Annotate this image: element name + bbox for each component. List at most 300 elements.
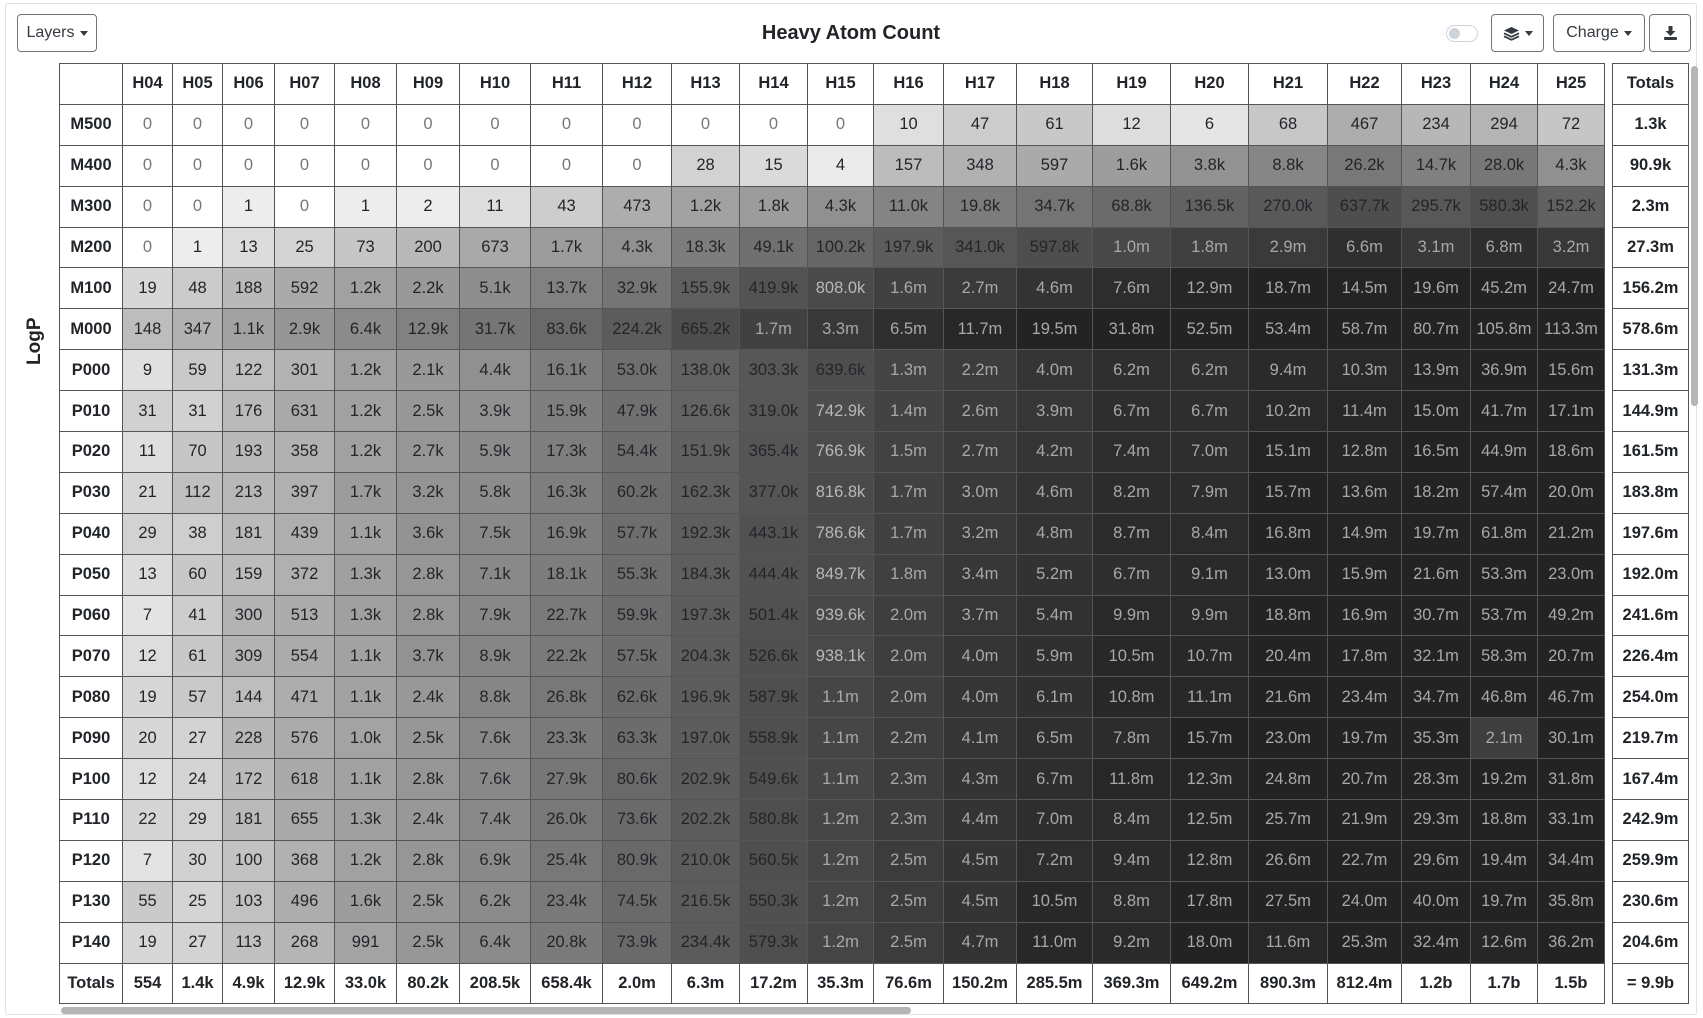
heatmap-cell[interactable]: 59.9k bbox=[603, 595, 672, 636]
heatmap-cell[interactable]: 7.8m bbox=[1093, 718, 1171, 759]
heatmap-cell[interactable]: 22 bbox=[123, 800, 173, 841]
heatmap-cell[interactable]: 8.8k bbox=[1249, 145, 1328, 186]
heatmap-cell[interactable]: 103 bbox=[223, 881, 275, 922]
heatmap-cell[interactable]: 30.1m bbox=[1538, 718, 1605, 759]
heatmap-cell[interactable]: 11.6m bbox=[1249, 922, 1328, 963]
heatmap-cell[interactable]: 6.5m bbox=[1017, 718, 1093, 759]
heatmap-cell[interactable]: 27.9k bbox=[531, 759, 603, 800]
heatmap-cell[interactable]: 34.7m bbox=[1402, 677, 1471, 718]
heatmap-cell[interactable]: 560.5k bbox=[740, 840, 808, 881]
heatmap-cell[interactable]: 12.8m bbox=[1328, 432, 1402, 473]
heatmap-cell[interactable]: 59 bbox=[173, 350, 223, 391]
heatmap-cell[interactable]: 24.0m bbox=[1328, 881, 1402, 922]
heatmap-cell[interactable]: 3.7k bbox=[397, 636, 460, 677]
heatmap-cell[interactable]: 358 bbox=[275, 432, 335, 473]
heatmap-cell[interactable]: 10.8m bbox=[1093, 677, 1171, 718]
heatmap-cell[interactable]: 341.0k bbox=[944, 227, 1017, 268]
heatmap-cell[interactable]: 18.6m bbox=[1538, 432, 1605, 473]
heatmap-cell[interactable]: 184.3k bbox=[672, 554, 740, 595]
heatmap-cell[interactable]: 8.4m bbox=[1171, 513, 1249, 554]
heatmap-cell[interactable]: 58.3m bbox=[1471, 636, 1538, 677]
heatmap-cell[interactable]: 0 bbox=[173, 104, 223, 145]
heatmap-cell[interactable]: 1.7m bbox=[874, 472, 944, 513]
heatmap-cell[interactable]: 849.7k bbox=[808, 554, 874, 595]
heatmap-cell[interactable]: 0 bbox=[531, 145, 603, 186]
horizontal-scrollbar[interactable] bbox=[56, 1007, 1686, 1015]
heatmap-cell[interactable]: 4.3k bbox=[808, 186, 874, 227]
heatmap-cell[interactable]: 193 bbox=[223, 432, 275, 473]
heatmap-cell[interactable]: 13.0m bbox=[1249, 554, 1328, 595]
heatmap-cell[interactable]: 80.6k bbox=[603, 759, 672, 800]
heatmap-cell[interactable]: 2.5m bbox=[874, 840, 944, 881]
heatmap-cell[interactable]: 2.5k bbox=[397, 718, 460, 759]
heatmap-cell[interactable]: 7.2m bbox=[1017, 840, 1093, 881]
heatmap-cell[interactable]: 10.5m bbox=[1017, 881, 1093, 922]
heatmap-cell[interactable]: 8.7m bbox=[1093, 513, 1171, 554]
heatmap-cell[interactable]: 0 bbox=[123, 227, 173, 268]
heatmap-cell[interactable]: 597.8k bbox=[1017, 227, 1093, 268]
heatmap-cell[interactable]: 17.1m bbox=[1538, 391, 1605, 432]
heatmap-cell[interactable]: 2.8k bbox=[397, 595, 460, 636]
heatmap-cell[interactable]: 52.5m bbox=[1171, 309, 1249, 350]
heatmap-cell[interactable]: 1.8k bbox=[740, 186, 808, 227]
heatmap-cell[interactable]: 637.7k bbox=[1328, 186, 1402, 227]
heatmap-cell[interactable]: 9.4m bbox=[1093, 840, 1171, 881]
heatmap-cell[interactable]: 20.7m bbox=[1538, 636, 1605, 677]
horizontal-scrollbar-thumb[interactable] bbox=[61, 1007, 911, 1014]
heatmap-cell[interactable]: 576 bbox=[275, 718, 335, 759]
heatmap-cell[interactable]: 30 bbox=[173, 840, 223, 881]
heatmap-cell[interactable]: 12 bbox=[123, 759, 173, 800]
heatmap-cell[interactable]: 0 bbox=[740, 104, 808, 145]
heatmap-cell[interactable]: 3.3m bbox=[808, 309, 874, 350]
heatmap-cell[interactable]: 57 bbox=[173, 677, 223, 718]
heatmap-cell[interactable]: 35.8m bbox=[1538, 881, 1605, 922]
heatmap-cell[interactable]: 513 bbox=[275, 595, 335, 636]
heatmap-cell[interactable]: 29 bbox=[173, 800, 223, 841]
heatmap-cell[interactable]: 60 bbox=[173, 554, 223, 595]
heatmap-cell[interactable]: 5.4m bbox=[1017, 595, 1093, 636]
heatmap-cell[interactable]: 3.8k bbox=[1171, 145, 1249, 186]
heatmap-cell[interactable]: 18.1k bbox=[531, 554, 603, 595]
heatmap-cell[interactable]: 197.3k bbox=[672, 595, 740, 636]
heatmap-cell[interactable]: 348 bbox=[944, 145, 1017, 186]
heatmap-cell[interactable]: 172 bbox=[223, 759, 275, 800]
heatmap-cell[interactable]: 19.7m bbox=[1471, 881, 1538, 922]
heatmap-cell[interactable]: 6.7m bbox=[1093, 391, 1171, 432]
heatmap-cell[interactable]: 19.6m bbox=[1402, 268, 1471, 309]
heatmap-cell[interactable]: 113.3m bbox=[1538, 309, 1605, 350]
heatmap-cell[interactable]: 1.2m bbox=[808, 881, 874, 922]
heatmap-cell[interactable]: 7.9m bbox=[1171, 472, 1249, 513]
heatmap-cell[interactable]: 6.8m bbox=[1471, 227, 1538, 268]
heatmap-cell[interactable]: 138.0k bbox=[672, 350, 740, 391]
heatmap-cell[interactable]: 48 bbox=[173, 268, 223, 309]
heatmap-cell[interactable]: 144 bbox=[223, 677, 275, 718]
heatmap-cell[interactable]: 159 bbox=[223, 554, 275, 595]
heatmap-cell[interactable]: 4.5m bbox=[944, 881, 1017, 922]
vertical-scrollbar-thumb[interactable] bbox=[1691, 66, 1698, 406]
heatmap-cell[interactable]: 579.3k bbox=[740, 922, 808, 963]
heatmap-cell[interactable]: 5.9k bbox=[460, 432, 531, 473]
heatmap-cell[interactable]: 4.1m bbox=[944, 718, 1017, 759]
heatmap-cell[interactable]: 0 bbox=[397, 145, 460, 186]
toggle-switch[interactable] bbox=[1446, 25, 1478, 42]
heatmap-cell[interactable]: 19.8k bbox=[944, 186, 1017, 227]
heatmap-cell[interactable]: 2.3m bbox=[874, 800, 944, 841]
heatmap-cell[interactable]: 18.2m bbox=[1402, 472, 1471, 513]
heatmap-cell[interactable]: 1.3k bbox=[335, 554, 397, 595]
heatmap-cell[interactable]: 655 bbox=[275, 800, 335, 841]
heatmap-cell[interactable]: 7.9k bbox=[460, 595, 531, 636]
heatmap-cell[interactable]: 0 bbox=[123, 104, 173, 145]
heatmap-cell[interactable]: 61.8m bbox=[1471, 513, 1538, 554]
heatmap-cell[interactable]: 0 bbox=[223, 104, 275, 145]
heatmap-cell[interactable]: 25 bbox=[275, 227, 335, 268]
heatmap-cell[interactable]: 24.7m bbox=[1538, 268, 1605, 309]
heatmap-cell[interactable]: 365.4k bbox=[740, 432, 808, 473]
heatmap-cell[interactable]: 80.7m bbox=[1402, 309, 1471, 350]
heatmap-cell[interactable]: 11.0k bbox=[874, 186, 944, 227]
heatmap-cell[interactable]: 234.4k bbox=[672, 922, 740, 963]
heatmap-cell[interactable]: 3.9m bbox=[1017, 391, 1093, 432]
heatmap-cell[interactable]: 188 bbox=[223, 268, 275, 309]
heatmap-cell[interactable]: 30.7m bbox=[1402, 595, 1471, 636]
heatmap-cell[interactable]: 2.8k bbox=[397, 554, 460, 595]
heatmap-cell[interactable]: 26.6m bbox=[1249, 840, 1328, 881]
heatmap-cell[interactable]: 18.8m bbox=[1249, 595, 1328, 636]
heatmap-cell[interactable]: 20.4m bbox=[1249, 636, 1328, 677]
heatmap-cell[interactable]: 0 bbox=[531, 104, 603, 145]
heatmap-cell[interactable]: 2.8k bbox=[397, 759, 460, 800]
heatmap-cell[interactable]: 23.0m bbox=[1249, 718, 1328, 759]
heatmap-cell[interactable]: 0 bbox=[223, 145, 275, 186]
heatmap-cell[interactable]: 2.1k bbox=[397, 350, 460, 391]
heatmap-cell[interactable]: 73.6k bbox=[603, 800, 672, 841]
heatmap-cell[interactable]: 1.6k bbox=[1093, 145, 1171, 186]
heatmap-cell[interactable]: 2.4k bbox=[397, 800, 460, 841]
heatmap-cell[interactable]: 19.4m bbox=[1471, 840, 1538, 881]
heatmap-cell[interactable]: 11.8m bbox=[1093, 759, 1171, 800]
heatmap-cell[interactable]: 27 bbox=[173, 718, 223, 759]
heatmap-cell[interactable]: 3.2k bbox=[397, 472, 460, 513]
heatmap-cell[interactable]: 12 bbox=[1093, 104, 1171, 145]
heatmap-cell[interactable]: 419.9k bbox=[740, 268, 808, 309]
heatmap-cell[interactable]: 1.4m bbox=[874, 391, 944, 432]
vertical-scrollbar[interactable] bbox=[1691, 64, 1698, 1004]
heatmap-cell[interactable]: 8.8k bbox=[460, 677, 531, 718]
heatmap-cell[interactable]: 2.5k bbox=[397, 922, 460, 963]
heatmap-cell[interactable]: 151.9k bbox=[672, 432, 740, 473]
heatmap-cell[interactable]: 11 bbox=[123, 432, 173, 473]
heatmap-cell[interactable]: 2.2m bbox=[874, 718, 944, 759]
heatmap-cell[interactable]: 80.9k bbox=[603, 840, 672, 881]
heatmap-cell[interactable]: 4.3k bbox=[603, 227, 672, 268]
heatmap-cell[interactable]: 2.9k bbox=[275, 309, 335, 350]
heatmap-cell[interactable]: 11.0m bbox=[1017, 922, 1093, 963]
download-button[interactable] bbox=[1649, 14, 1691, 52]
heatmap-cell[interactable]: 1.7m bbox=[874, 513, 944, 554]
heatmap-cell[interactable]: 176 bbox=[223, 391, 275, 432]
heatmap-cell[interactable]: 7.4m bbox=[1093, 432, 1171, 473]
heatmap-cell[interactable]: 8.2m bbox=[1093, 472, 1171, 513]
heatmap-cell[interactable]: 61 bbox=[173, 636, 223, 677]
heatmap-cell[interactable]: 27.5m bbox=[1249, 881, 1328, 922]
heatmap-cell[interactable]: 33.1m bbox=[1538, 800, 1605, 841]
heatmap-cell[interactable]: 13 bbox=[123, 554, 173, 595]
heatmap-cell[interactable]: 20.7m bbox=[1328, 759, 1402, 800]
heatmap-cell[interactable]: 2.3m bbox=[874, 759, 944, 800]
heatmap-cell[interactable]: 673 bbox=[460, 227, 531, 268]
heatmap-cell[interactable]: 1 bbox=[335, 186, 397, 227]
heatmap-table-container[interactable] bbox=[54, 61, 1691, 1005]
heatmap-cell[interactable]: 2.5m bbox=[874, 922, 944, 963]
heatmap-cell[interactable]: 15.1m bbox=[1249, 432, 1328, 473]
heatmap-cell[interactable]: 19.5m bbox=[1017, 309, 1093, 350]
heatmap-cell[interactable]: 53.3m bbox=[1471, 554, 1538, 595]
heatmap-cell[interactable]: 7.0m bbox=[1171, 432, 1249, 473]
heatmap-cell[interactable]: 54.4k bbox=[603, 432, 672, 473]
heatmap-cell[interactable]: 49.2m bbox=[1538, 595, 1605, 636]
heatmap-cell[interactable]: 0 bbox=[335, 104, 397, 145]
heatmap-cell[interactable]: 1 bbox=[223, 186, 275, 227]
layers-stack-dropdown-button[interactable] bbox=[1491, 14, 1544, 52]
heatmap-cell[interactable]: 22.7k bbox=[531, 595, 603, 636]
heatmap-cell[interactable]: 3.9k bbox=[460, 391, 531, 432]
heatmap-cell[interactable]: 11.4m bbox=[1328, 391, 1402, 432]
heatmap-cell[interactable]: 17.8m bbox=[1171, 881, 1249, 922]
heatmap-cell[interactable]: 25.3m bbox=[1328, 922, 1402, 963]
heatmap-cell[interactable]: 5.8k bbox=[460, 472, 531, 513]
heatmap-cell[interactable]: 1 bbox=[173, 227, 223, 268]
heatmap-cell[interactable]: 4.3m bbox=[944, 759, 1017, 800]
heatmap-cell[interactable]: 1.5m bbox=[874, 432, 944, 473]
heatmap-cell[interactable]: 471 bbox=[275, 677, 335, 718]
heatmap-cell[interactable]: 136.5k bbox=[1171, 186, 1249, 227]
heatmap-cell[interactable]: 1.8m bbox=[874, 554, 944, 595]
heatmap-cell[interactable]: 216.5k bbox=[672, 881, 740, 922]
heatmap-cell[interactable]: 113 bbox=[223, 922, 275, 963]
heatmap-cell[interactable]: 12.9m bbox=[1171, 268, 1249, 309]
heatmap-cell[interactable]: 9.4m bbox=[1249, 350, 1328, 391]
heatmap-cell[interactable]: 4.2m bbox=[1017, 432, 1093, 473]
heatmap-cell[interactable]: 60.2k bbox=[603, 472, 672, 513]
heatmap-cell[interactable]: 162.3k bbox=[672, 472, 740, 513]
heatmap-cell[interactable]: 0 bbox=[460, 104, 531, 145]
heatmap-cell[interactable]: 21.6m bbox=[1402, 554, 1471, 595]
heatmap-cell[interactable]: 25 bbox=[173, 881, 223, 922]
heatmap-cell[interactable]: 0 bbox=[460, 145, 531, 186]
heatmap-cell[interactable]: 53.7m bbox=[1471, 595, 1538, 636]
heatmap-cell[interactable]: 6.6m bbox=[1328, 227, 1402, 268]
heatmap-cell[interactable]: 0 bbox=[672, 104, 740, 145]
heatmap-cell[interactable]: 72 bbox=[1538, 104, 1605, 145]
heatmap-cell[interactable]: 63.3k bbox=[603, 718, 672, 759]
heatmap-cell[interactable]: 21.6m bbox=[1249, 677, 1328, 718]
heatmap-cell[interactable]: 8.8m bbox=[1093, 881, 1171, 922]
heatmap-cell[interactable]: 4.4k bbox=[460, 350, 531, 391]
heatmap-cell[interactable]: 83.6k bbox=[531, 309, 603, 350]
heatmap-cell[interactable]: 148 bbox=[123, 309, 173, 350]
heatmap-cell[interactable]: 4.0m bbox=[1017, 350, 1093, 391]
heatmap-cell[interactable]: 9.2m bbox=[1093, 922, 1171, 963]
heatmap-cell[interactable]: 592 bbox=[275, 268, 335, 309]
heatmap-cell[interactable]: 181 bbox=[223, 800, 275, 841]
heatmap-cell[interactable]: 8.4m bbox=[1093, 800, 1171, 841]
heatmap-cell[interactable]: 2 bbox=[397, 186, 460, 227]
heatmap-cell[interactable]: 213 bbox=[223, 472, 275, 513]
heatmap-cell[interactable]: 270.0k bbox=[1249, 186, 1328, 227]
heatmap-cell[interactable]: 11.7m bbox=[944, 309, 1017, 350]
heatmap-cell[interactable]: 7.4k bbox=[460, 800, 531, 841]
heatmap-cell[interactable]: 16.1k bbox=[531, 350, 603, 391]
heatmap-cell[interactable]: 0 bbox=[173, 145, 223, 186]
heatmap-cell[interactable]: 112 bbox=[173, 472, 223, 513]
heatmap-cell[interactable]: 100 bbox=[223, 840, 275, 881]
heatmap-cell[interactable]: 1.2k bbox=[335, 432, 397, 473]
heatmap-cell[interactable]: 25.4k bbox=[531, 840, 603, 881]
heatmap-cell[interactable]: 2.4k bbox=[397, 677, 460, 718]
heatmap-cell[interactable]: 22.2k bbox=[531, 636, 603, 677]
heatmap-cell[interactable]: 122 bbox=[223, 350, 275, 391]
heatmap-cell[interactable]: 58.7m bbox=[1328, 309, 1402, 350]
heatmap-cell[interactable]: 157 bbox=[874, 145, 944, 186]
heatmap-cell[interactable]: 1.3k bbox=[335, 800, 397, 841]
heatmap-cell[interactable]: 44.9m bbox=[1471, 432, 1538, 473]
heatmap-cell[interactable]: 2.2m bbox=[944, 350, 1017, 391]
heatmap-cell[interactable]: 9.1m bbox=[1171, 554, 1249, 595]
heatmap-cell[interactable]: 196.9k bbox=[672, 677, 740, 718]
heatmap-cell[interactable]: 6.7m bbox=[1093, 554, 1171, 595]
heatmap-cell[interactable]: 10 bbox=[874, 104, 944, 145]
heatmap-cell[interactable]: 766.9k bbox=[808, 432, 874, 473]
heatmap-cell[interactable]: 742.9k bbox=[808, 391, 874, 432]
heatmap-cell[interactable]: 43 bbox=[531, 186, 603, 227]
heatmap-cell[interactable]: 23.0m bbox=[1538, 554, 1605, 595]
heatmap-cell[interactable]: 15.0m bbox=[1402, 391, 1471, 432]
heatmap-cell[interactable]: 4.6m bbox=[1017, 268, 1093, 309]
heatmap-cell[interactable]: 29.6m bbox=[1402, 840, 1471, 881]
heatmap-cell[interactable]: 1.7k bbox=[531, 227, 603, 268]
heatmap-cell[interactable]: 303.3k bbox=[740, 350, 808, 391]
heatmap-cell[interactable]: 192.3k bbox=[672, 513, 740, 554]
heatmap-cell[interactable]: 18.8m bbox=[1471, 800, 1538, 841]
heatmap-cell[interactable]: 2.0m bbox=[874, 636, 944, 677]
heatmap-cell[interactable]: 74.5k bbox=[603, 881, 672, 922]
heatmap-cell[interactable]: 1.1m bbox=[808, 677, 874, 718]
heatmap-cell[interactable]: 6.7m bbox=[1171, 391, 1249, 432]
heatmap-cell[interactable]: 301 bbox=[275, 350, 335, 391]
heatmap-cell[interactable]: 1.3k bbox=[335, 595, 397, 636]
heatmap-cell[interactable]: 6.7m bbox=[1017, 759, 1093, 800]
heatmap-cell[interactable]: 28.0k bbox=[1471, 145, 1538, 186]
heatmap-cell[interactable]: 68.8k bbox=[1093, 186, 1171, 227]
heatmap-cell[interactable]: 268 bbox=[275, 922, 335, 963]
heatmap-cell[interactable]: 0 bbox=[808, 104, 874, 145]
heatmap-cell[interactable]: 7.1k bbox=[460, 554, 531, 595]
heatmap-cell[interactable]: 9 bbox=[123, 350, 173, 391]
heatmap-cell[interactable]: 73 bbox=[335, 227, 397, 268]
heatmap-cell[interactable]: 13 bbox=[223, 227, 275, 268]
heatmap-cell[interactable]: 526.6k bbox=[740, 636, 808, 677]
heatmap-cell[interactable]: 12.5m bbox=[1171, 800, 1249, 841]
heatmap-cell[interactable]: 21.2m bbox=[1538, 513, 1605, 554]
heatmap-cell[interactable]: 7 bbox=[123, 840, 173, 881]
heatmap-cell[interactable]: 3.6k bbox=[397, 513, 460, 554]
heatmap-cell[interactable]: 3.4m bbox=[944, 554, 1017, 595]
heatmap-cell[interactable]: 6.2k bbox=[460, 881, 531, 922]
heatmap-cell[interactable]: 4.6m bbox=[1017, 472, 1093, 513]
heatmap-cell[interactable]: 12.9k bbox=[397, 309, 460, 350]
heatmap-cell[interactable]: 1.6k bbox=[335, 881, 397, 922]
heatmap-cell[interactable]: 41.7m bbox=[1471, 391, 1538, 432]
heatmap-cell[interactable]: 47.9k bbox=[603, 391, 672, 432]
heatmap-cell[interactable]: 549.6k bbox=[740, 759, 808, 800]
heatmap-cell[interactable]: 13.6m bbox=[1328, 472, 1402, 513]
heatmap-cell[interactable]: 4.7m bbox=[944, 922, 1017, 963]
heatmap-cell[interactable]: 46.7m bbox=[1538, 677, 1605, 718]
heatmap-cell[interactable]: 3.0m bbox=[944, 472, 1017, 513]
heatmap-cell[interactable]: 0 bbox=[603, 104, 672, 145]
heatmap-cell[interactable]: 2.9m bbox=[1249, 227, 1328, 268]
heatmap-cell[interactable]: 2.7k bbox=[397, 432, 460, 473]
heatmap-cell[interactable]: 1.1k bbox=[223, 309, 275, 350]
heatmap-cell[interactable]: 26.8k bbox=[531, 677, 603, 718]
heatmap-cell[interactable]: 2.0m bbox=[874, 677, 944, 718]
heatmap-cell[interactable]: 6.1m bbox=[1017, 677, 1093, 718]
heatmap-cell[interactable]: 32.1m bbox=[1402, 636, 1471, 677]
heatmap-cell[interactable]: 36.2m bbox=[1538, 922, 1605, 963]
heatmap-cell[interactable]: 939.6k bbox=[808, 595, 874, 636]
heatmap-cell[interactable]: 2.1m bbox=[1471, 718, 1538, 759]
heatmap-cell[interactable]: 7.6k bbox=[460, 759, 531, 800]
heatmap-cell[interactable]: 31.8m bbox=[1538, 759, 1605, 800]
heatmap-cell[interactable]: 55 bbox=[123, 881, 173, 922]
heatmap-cell[interactable]: 19 bbox=[123, 268, 173, 309]
heatmap-cell[interactable]: 12 bbox=[123, 636, 173, 677]
heatmap-cell[interactable]: 13.7k bbox=[531, 268, 603, 309]
heatmap-cell[interactable]: 7.6k bbox=[460, 718, 531, 759]
heatmap-cell[interactable]: 6.4k bbox=[335, 309, 397, 350]
heatmap-cell[interactable]: 2.5k bbox=[397, 391, 460, 432]
heatmap-cell[interactable]: 23.4k bbox=[531, 881, 603, 922]
heatmap-cell[interactable]: 7.6m bbox=[1093, 268, 1171, 309]
heatmap-cell[interactable]: 55.3k bbox=[603, 554, 672, 595]
heatmap-cell[interactable]: 23.3k bbox=[531, 718, 603, 759]
heatmap-cell[interactable]: 29.3m bbox=[1402, 800, 1471, 841]
heatmap-cell[interactable]: 41 bbox=[173, 595, 223, 636]
heatmap-cell[interactable]: 5.2m bbox=[1017, 554, 1093, 595]
heatmap-cell[interactable]: 6.4k bbox=[460, 922, 531, 963]
heatmap-cell[interactable]: 9.9m bbox=[1093, 595, 1171, 636]
heatmap-cell[interactable]: 15.7m bbox=[1249, 472, 1328, 513]
heatmap-cell[interactable]: 6 bbox=[1171, 104, 1249, 145]
heatmap-cell[interactable]: 53.4m bbox=[1249, 309, 1328, 350]
heatmap-cell[interactable]: 1.6m bbox=[874, 268, 944, 309]
heatmap-cell[interactable]: 2.7m bbox=[944, 268, 1017, 309]
heatmap-cell[interactable]: 631 bbox=[275, 391, 335, 432]
heatmap-cell[interactable]: 47 bbox=[944, 104, 1017, 145]
heatmap-cell[interactable]: 68 bbox=[1249, 104, 1328, 145]
heatmap-cell[interactable]: 444.4k bbox=[740, 554, 808, 595]
heatmap-cell[interactable]: 19.7m bbox=[1402, 513, 1471, 554]
heatmap-cell[interactable]: 1.2k bbox=[335, 268, 397, 309]
heatmap-cell[interactable]: 32.9k bbox=[603, 268, 672, 309]
heatmap-cell[interactable]: 2.6m bbox=[944, 391, 1017, 432]
heatmap-cell[interactable]: 1.2k bbox=[335, 350, 397, 391]
heatmap-cell[interactable]: 372 bbox=[275, 554, 335, 595]
heatmap-cell[interactable]: 580.8k bbox=[740, 800, 808, 841]
